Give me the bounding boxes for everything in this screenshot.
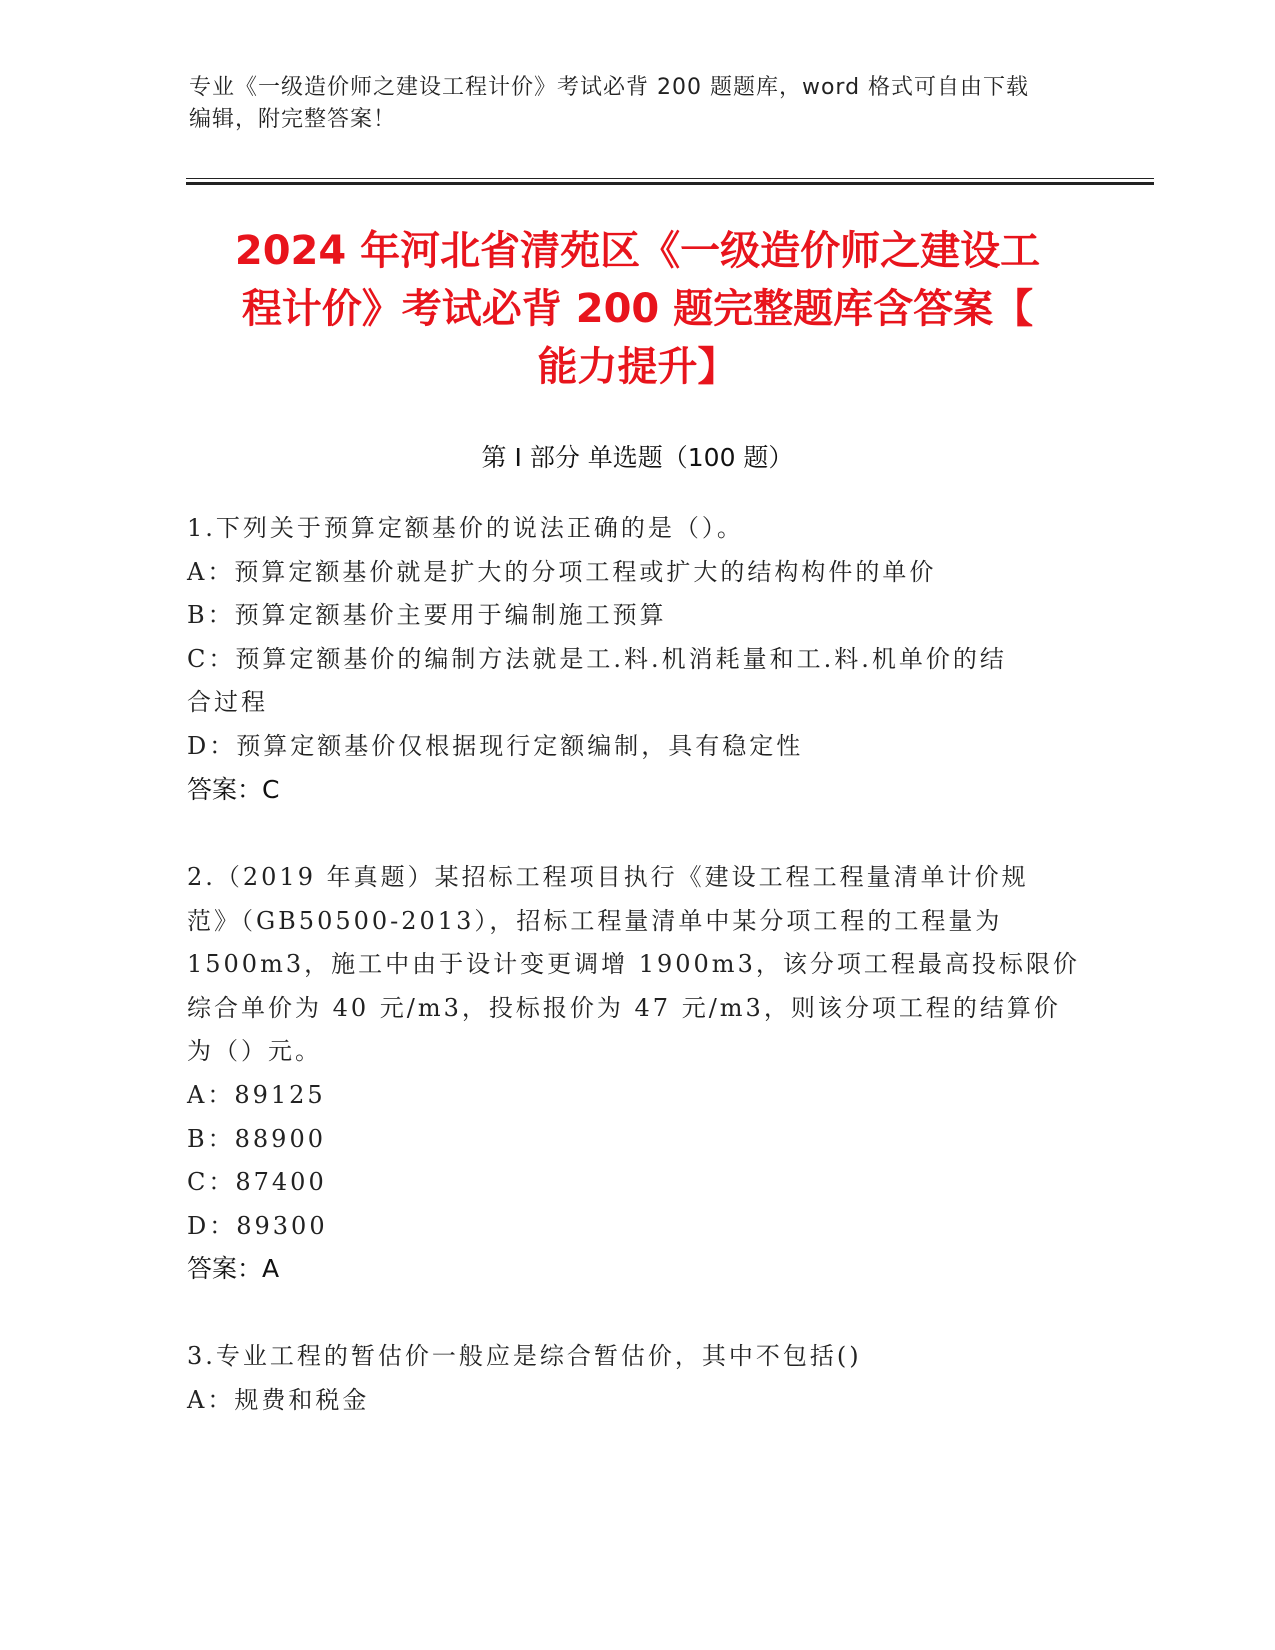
header-divider-thin	[186, 178, 1154, 179]
question-2-stem-line-3: 1500m3，施工中由于设计变更调增 1900m3，该分项工程最高投标限价	[187, 950, 1080, 978]
header-divider-thick	[186, 182, 1154, 185]
page-title	[160, 222, 1115, 396]
section-title: 第 I 部分 单选题（100 题）	[481, 443, 794, 472]
question-3-stem: 3.专业工程的暂估价一般应是综合暂估价，其中不包括()	[187, 1342, 862, 1370]
question-2-stem-line-1: 2.（2019 年真题）某招标工程项目执行《建设工程工程量清单计价规	[187, 863, 1029, 891]
question-2-option-b: B：88900	[187, 1125, 326, 1153]
question-1-option-a: A：预算定额基价就是扩大的分项工程或扩大的结构构件的单价	[187, 558, 937, 586]
question-2-stem-line-2: 范》（GB50500-2013），招标工程量清单中某分项工程的工程量为	[187, 907, 1003, 935]
question-2-option-d: D：89300	[187, 1212, 328, 1240]
header-note-line-1: 专业《一级造价师之建设工程计价》考试必背 200 题题库，word 格式可自由下载	[189, 75, 1030, 100]
question-2-stem-line-5: 为（）元。	[187, 1037, 322, 1065]
page-title-line-1: 2024 年河北省清苑区《一级造价师之建设工	[234, 228, 1041, 274]
header-note-line-2: 编辑，附完整答案！	[189, 107, 397, 132]
question-1-option-c-cont: 合过程	[187, 688, 268, 716]
question-1-option-c: C：预算定额基价的编制方法就是工.料.机消耗量和工.料.机单价的结	[187, 645, 1007, 673]
question-2-stem-line-4: 综合单价为 40 元/m3，投标报价为 47 元/m3，则该分项工程的结算价	[187, 994, 1061, 1022]
question-1-answer: 答案：C	[187, 775, 280, 804]
question-1-option-b: B：预算定额基价主要用于编制施工预算	[187, 601, 667, 629]
page-title-line-2: 程计价》考试必背 200 题完整题库含答案【	[241, 286, 1034, 332]
page-title-line-3: 能力提升】	[537, 344, 738, 390]
question-2-option-a: A：89125	[187, 1081, 326, 1109]
question-2-answer: 答案：A	[187, 1254, 280, 1283]
question-1-option-d: D：预算定额基价仅根据现行定额编制，具有稳定性	[187, 732, 804, 760]
question-2-option-c: C：87400	[187, 1168, 327, 1196]
question-1-stem: 1.下列关于预算定额基价的说法正确的是（）。	[187, 514, 744, 542]
header-note	[189, 72, 1069, 136]
question-3-option-a: A：规费和税金	[187, 1386, 370, 1414]
